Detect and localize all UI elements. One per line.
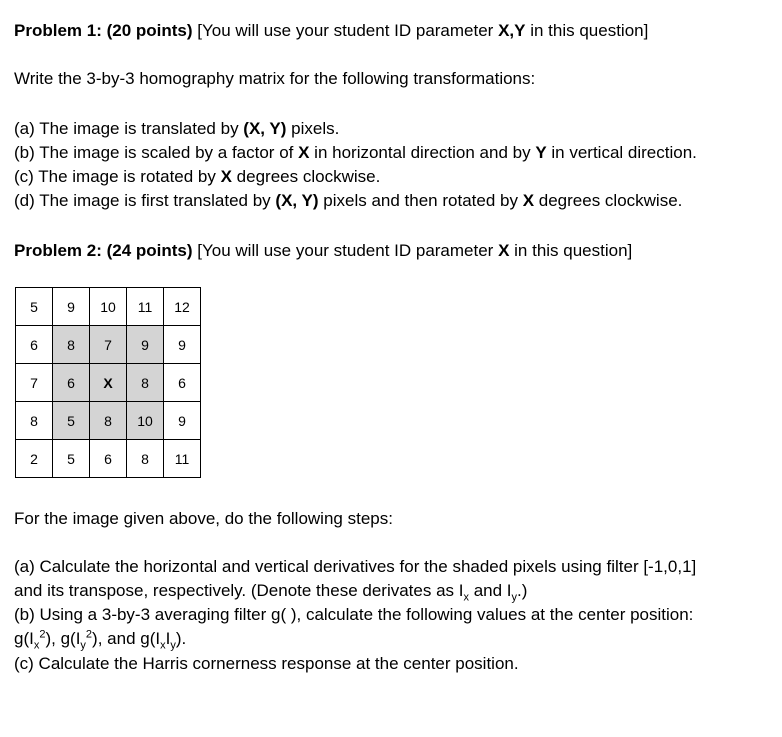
item-a-line2-text: and its transpose, respectively. (Denote these derivates as I [14, 581, 464, 600]
grid-row [16, 364, 201, 402]
grid-cell: 9 [164, 402, 201, 440]
grid-cell-shaded: 7 [90, 326, 127, 364]
expr-sep: ), and [92, 629, 141, 648]
subscript-x: x [33, 639, 40, 652]
item-d-param-xy: (X, Y) [275, 191, 319, 210]
grid-cell: 9 [53, 288, 90, 326]
superscript-2: 2 [85, 628, 93, 641]
item-b-tail: in vertical direction. [546, 143, 697, 162]
problem2-intro: For the image given above, do the following steps: [14, 509, 393, 528]
grid-cell: 5 [53, 440, 90, 478]
grid-cell: 8 [127, 440, 164, 478]
subscript-y: y [80, 639, 86, 652]
problem1-item-b [14, 141, 697, 165]
grid-cell-shaded: 10 [127, 402, 164, 440]
problem2-item-b-line1: (b) Using a 3-by-3 averaging filter g( ), calculate the following values at the center position: [14, 605, 694, 624]
grid-cell: 11 [127, 288, 164, 326]
subscript-y: y [511, 591, 518, 604]
item-a-tail: pixels. [286, 119, 340, 138]
expr-g3: g(I [140, 629, 161, 648]
problem2-item-a-line1: (a) Calculate the horizontal and vertical derivatives for the shaded pixels using filter [-1,0,1] [14, 557, 697, 576]
problem1-item-d [14, 189, 682, 213]
problem2-item-b-line2 [14, 627, 186, 651]
item-d-param-x: X [522, 191, 535, 210]
grid-row [16, 326, 201, 364]
item-c-text: (c) The image is rotated by [14, 167, 221, 186]
grid-cell-shaded: 8 [127, 364, 164, 402]
item-b-param-y: Y [535, 143, 547, 162]
grid-cell: 8 [16, 402, 53, 440]
problem2-param: X [498, 241, 510, 260]
problem1-param: X,Y [498, 21, 526, 40]
problem1-label: Problem 1: (20 points) [14, 21, 193, 40]
grid-cell: 10 [90, 288, 127, 326]
grid-cell: 6 [164, 364, 201, 402]
grid-cell: 11 [164, 440, 201, 478]
problem2-heading-tail: in this question] [509, 241, 633, 260]
grid-cell: 9 [164, 326, 201, 364]
problem2-item-a-line2 [14, 579, 527, 603]
subscript-x: x [463, 591, 469, 604]
grid-row [16, 402, 201, 440]
item-d-text-2: pixels and then rotated by [318, 191, 523, 210]
item-c-param: X [220, 167, 232, 186]
image-pixel-grid [15, 287, 201, 478]
grid-cell-shaded: 8 [90, 402, 127, 440]
problem1-heading-text: [You will use your student ID parameter [197, 21, 499, 40]
grid-cell-shaded: 6 [53, 364, 90, 402]
problem1-item-c [14, 165, 380, 189]
grid-cell: 12 [164, 288, 201, 326]
grid-cell-center: X [90, 364, 127, 402]
subscript-y: y [170, 639, 176, 652]
problem2-item-c: (c) Calculate the Harris cornerness response at the center position. [14, 654, 519, 673]
grid-row [16, 440, 201, 478]
expr-g1: g(I [14, 629, 34, 648]
grid-cell: 6 [16, 326, 53, 364]
item-a-line2-tail: .) [517, 581, 528, 600]
item-b-text-2: in horizontal direction and by [309, 143, 536, 162]
superscript-2: 2 [39, 628, 46, 641]
expr-i: I [165, 629, 171, 648]
problem1-heading-tail: in this question] [525, 21, 649, 40]
grid-cell: 7 [16, 364, 53, 402]
item-a-text: (a) The image is translated by [14, 119, 244, 138]
grid-cell-shaded: 8 [53, 326, 90, 364]
problem1-item-a [14, 117, 339, 141]
grid-cell: 6 [90, 440, 127, 478]
item-b-param-x: X [298, 143, 310, 162]
problem2-label: Problem 2: (24 points) [14, 241, 193, 260]
problem2-heading-text: [You will use your student ID parameter [197, 241, 499, 260]
problem1-heading [14, 19, 648, 43]
grid-cell: 5 [16, 288, 53, 326]
item-d-text: (d) The image is first translated by [14, 191, 276, 210]
item-b-text: (b) The image is scaled by a factor of [14, 143, 299, 162]
expr-sep: ), [45, 629, 61, 648]
expr-g2: g(I [60, 629, 81, 648]
item-c-tail: degrees clockwise. [231, 167, 381, 186]
grid-cell-shaded: 5 [53, 402, 90, 440]
subscript-x: x [160, 639, 166, 652]
grid-cell: 2 [16, 440, 53, 478]
item-d-tail: degrees clockwise. [534, 191, 683, 210]
problem1-intro: Write the 3-by-3 homography matrix for the following transformations: [14, 69, 536, 88]
grid-cell-shaded: 9 [127, 326, 164, 364]
expr-end: ). [175, 629, 187, 648]
problem2-heading [14, 239, 632, 263]
grid-row [16, 288, 201, 326]
item-a-param: (X, Y) [243, 119, 287, 138]
item-a-line2-mid: and I [468, 581, 512, 600]
